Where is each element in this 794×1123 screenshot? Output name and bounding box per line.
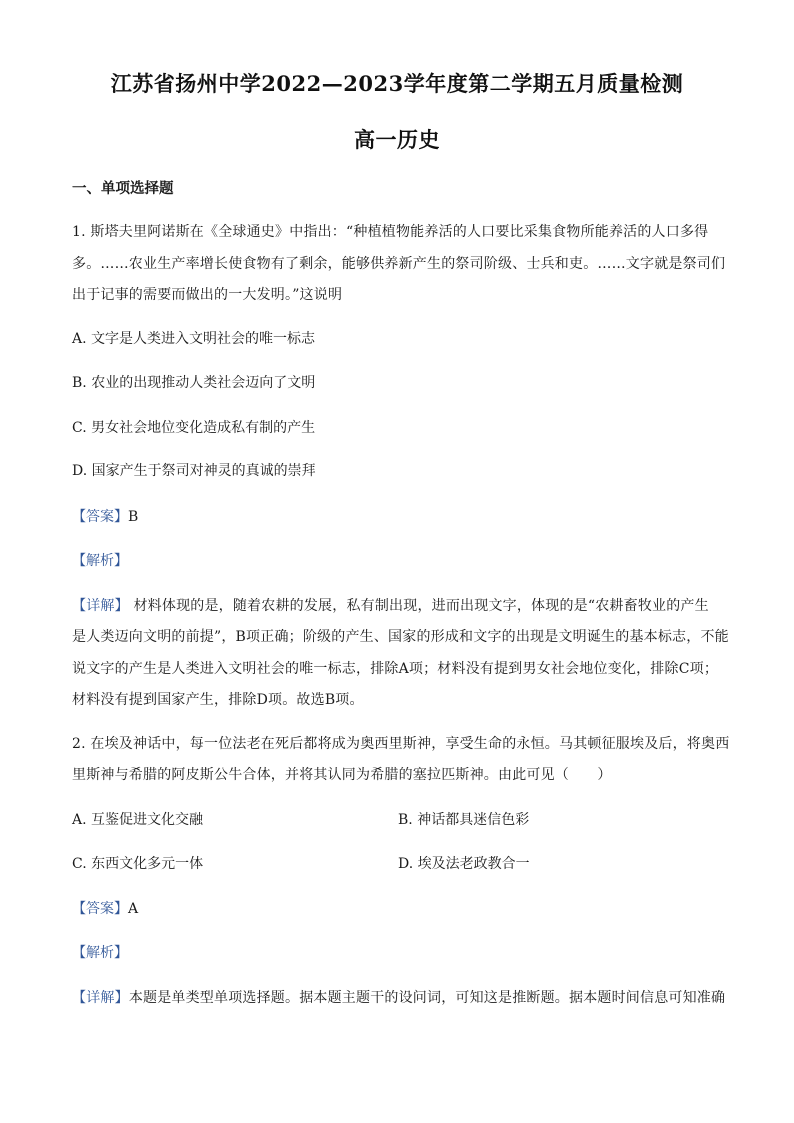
q2-stem-line-1: 2. 在埃及神话中，每一位法老在死后都将成为奥西里斯神，享受生命的永恒。马其顿征服埃及后，将奥西 (72, 736, 730, 752)
q1-detail-text-1: 材料体现的是，随着农耕的发展，私有制出现，进而出现文字，体现的是“农耕畜牧业的产生 (128, 598, 709, 614)
q2-option-b: B. 神话都具迷信色彩 (398, 812, 530, 828)
q1-option-c: C. 男女社会地位变化造成私有制的产生 (72, 420, 316, 436)
q1-stem-line-3: 出于记事的需要而做出的一大发明。”这说明 (72, 287, 343, 303)
q2-answer-value: A (128, 901, 139, 917)
q1-option-d: D. 国家产生于祭司对神灵的真诚的崇拜 (72, 463, 316, 479)
q1-answer (72, 507, 138, 527)
q1-detail-label: 【详解】 (72, 598, 129, 614)
q1-stem-line-1: 1. 斯塔夫里阿诺斯在《全球通史》中指出：“种植植物能养活的人口要比采集食物所能养活的人口多得 (72, 224, 709, 240)
q1-detail-line-2: 是人类迈向文明的前提”，B项正确；阶级的产生、国家的形成和文字的出现是文明诞生的基本标志，不能 (72, 629, 729, 645)
q2-option-d: D. 埃及法老政教合一 (398, 856, 530, 872)
q1-analysis-label: 【解析】 (72, 553, 128, 569)
q1-option-b: B. 农业的出现推动人类社会迈向了文明 (72, 375, 316, 391)
document-title: 江苏省扬州中学2022—2023学年度第二学期五月质量检测 (110, 71, 684, 96)
q2-answer (72, 899, 138, 919)
q2-stem-line-2: 里斯神与希腊的阿皮斯公牛合体，并将其认同为希腊的塞拉匹斯神。由此可见（ ） (72, 767, 612, 783)
q1-detail-line-4: 材料没有提到国家产生，排除D项。故选B项。 (72, 692, 364, 708)
q1-stem-line-2: 多。……农业生产率增长使食物有了剩余，能够供养新产生的祭司阶级、士兵和吏。……文字就是祭司们 (72, 256, 726, 272)
q1-analysis (72, 551, 128, 571)
q2-detail-text-1: 本题是单类型单项选择题。据本题主题干的设问词，可知这是推断题。据本题时间信息可知准确 (128, 990, 726, 1006)
q2-detail-line-1 (72, 988, 724, 1008)
q2-analysis (72, 943, 128, 963)
q1-detail-line-1 (72, 596, 724, 616)
q2-option-a: A. 互鉴促进文化交融 (72, 812, 204, 828)
section-heading: 一、单项选择题 (72, 180, 174, 197)
q1-answer-label: 【答案】 (72, 509, 128, 525)
q1-detail-line-3: 说文字的产生是人类进入文明社会的唯一标志，排除A项；材料没有提到男女社会地位变化，排除C项； (72, 661, 719, 677)
q2-option-c: C. 东西文化多元一体 (72, 856, 204, 872)
q1-option-a: A. 文字是人类进入文明社会的唯一标志 (72, 331, 316, 347)
q2-answer-label: 【答案】 (72, 901, 128, 917)
q2-analysis-label: 【解析】 (72, 945, 128, 961)
q1-answer-value: B (128, 509, 139, 525)
q2-detail-label: 【详解】 (72, 990, 129, 1006)
document-subtitle: 高一历史 (354, 127, 440, 152)
